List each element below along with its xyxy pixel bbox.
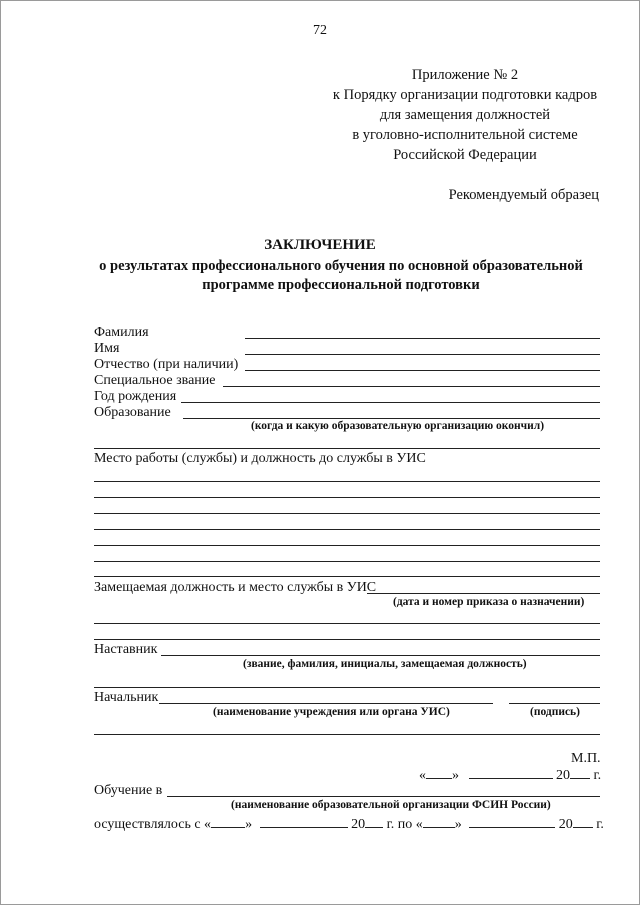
training-label: Обучение в — [94, 783, 163, 798]
head-institution-field[interactable] — [159, 703, 493, 704]
head-label: Начальник — [94, 690, 159, 705]
page-number: 72 — [313, 23, 327, 38]
position-label: Замещаемая должность и место службы в УИС — [94, 580, 377, 595]
name-label: Имя — [94, 341, 120, 356]
appendix-line-5: Российской Федерации — [393, 147, 537, 163]
date-year-field[interactable] — [570, 766, 590, 779]
training-from-close-quote: » — [245, 817, 253, 832]
training-from-text: осуществлялось с « — [94, 817, 212, 832]
mentor-line-2[interactable] — [94, 687, 600, 688]
rank-field[interactable] — [223, 386, 600, 387]
appendix-block — [301, 65, 629, 165]
position-field[interactable] — [367, 593, 600, 594]
seal-label: М.П. — [571, 751, 601, 766]
head-signature-field[interactable] — [509, 703, 600, 704]
workplace-line-2[interactable] — [94, 497, 600, 498]
date-year-suffix: г. — [593, 768, 602, 783]
appendix-line-4: в уголовно-исполнительной системе — [352, 127, 578, 143]
training-to-text: г. по « — [386, 817, 423, 832]
training-field[interactable] — [167, 796, 600, 797]
signature-caption: (подпись) — [530, 706, 580, 718]
position-line-2[interactable] — [94, 623, 600, 624]
birth-year-label: Год рождения — [94, 389, 177, 404]
workplace-line-4[interactable] — [94, 529, 600, 530]
subtitle-line-1: о результатах профессионального обучения по основной образовательной — [99, 258, 583, 274]
workplace-line-6[interactable] — [94, 561, 600, 562]
training-to-close-quote: » — [454, 817, 462, 832]
training-to-month-field[interactable] — [469, 815, 555, 828]
date-year-prefix: 20 — [556, 768, 570, 783]
education-field[interactable] — [183, 418, 600, 419]
subtitle-line-2: программе профессиональной подготовки — [202, 277, 480, 293]
date-day-field[interactable] — [426, 766, 452, 779]
workplace-line-7[interactable] — [94, 576, 600, 577]
training-to-day-field[interactable] — [423, 815, 455, 828]
mentor-caption: (звание, фамилия, инициалы, замещаемая должность) — [243, 658, 527, 670]
date-line — [419, 766, 601, 784]
sample-label: Рекомендуемый образец — [448, 187, 599, 203]
surname-label: Фамилия — [94, 325, 149, 340]
training-from-day-field[interactable] — [211, 815, 245, 828]
mentor-label: Наставник — [94, 642, 158, 657]
date-close-quote: » — [452, 768, 459, 783]
mentor-field[interactable] — [161, 655, 600, 656]
training-from-month-field[interactable] — [260, 815, 348, 828]
training-to-year-prefix: 20 — [558, 817, 573, 832]
training-to-year-field[interactable] — [573, 815, 593, 828]
appendix-line-3: для замещения должностей — [379, 107, 551, 123]
position-caption: (дата и номер приказа о назначении) — [393, 596, 585, 608]
appendix-line-2: к Порядку организации подготовки кадров — [332, 87, 598, 103]
education-caption: (когда и какую образовательную организацию окончил) — [251, 420, 545, 432]
training-to-year-suffix: г. — [596, 817, 604, 832]
document-title: ЗАКЛЮЧЕНИЕ — [264, 237, 376, 253]
appendix-line-1: Приложение № 2 — [411, 67, 519, 83]
workplace-line-3[interactable] — [94, 513, 600, 514]
birth-year-field[interactable] — [181, 402, 600, 403]
workplace-label: Место работы (службы) и должность до службы в УИС — [94, 451, 426, 466]
training-caption: (наименование образовательной организации ФСИН России) — [231, 799, 551, 811]
head-caption: (наименование учреждения или органа УИС) — [213, 706, 450, 718]
rank-label: Специальное звание — [94, 373, 216, 388]
training-period-line — [94, 815, 604, 833]
date-month-field[interactable] — [469, 766, 553, 779]
workplace-line-1[interactable] — [94, 481, 600, 482]
workplace-line-5[interactable] — [94, 545, 600, 546]
training-from-year-field[interactable] — [365, 815, 383, 828]
date-open-quote: « — [419, 768, 426, 783]
education-field-line-2[interactable] — [94, 448, 600, 449]
patronymic-field[interactable] — [245, 370, 600, 371]
position-line-3[interactable] — [94, 639, 600, 640]
patronymic-label: Отчество (при наличии) — [94, 357, 239, 372]
head-line-2[interactable] — [94, 734, 600, 735]
training-from-year-prefix: 20 — [351, 817, 366, 832]
document-subtitle — [61, 257, 621, 295]
surname-field[interactable] — [245, 338, 600, 339]
name-field[interactable] — [245, 354, 600, 355]
education-label: Образование — [94, 405, 171, 420]
